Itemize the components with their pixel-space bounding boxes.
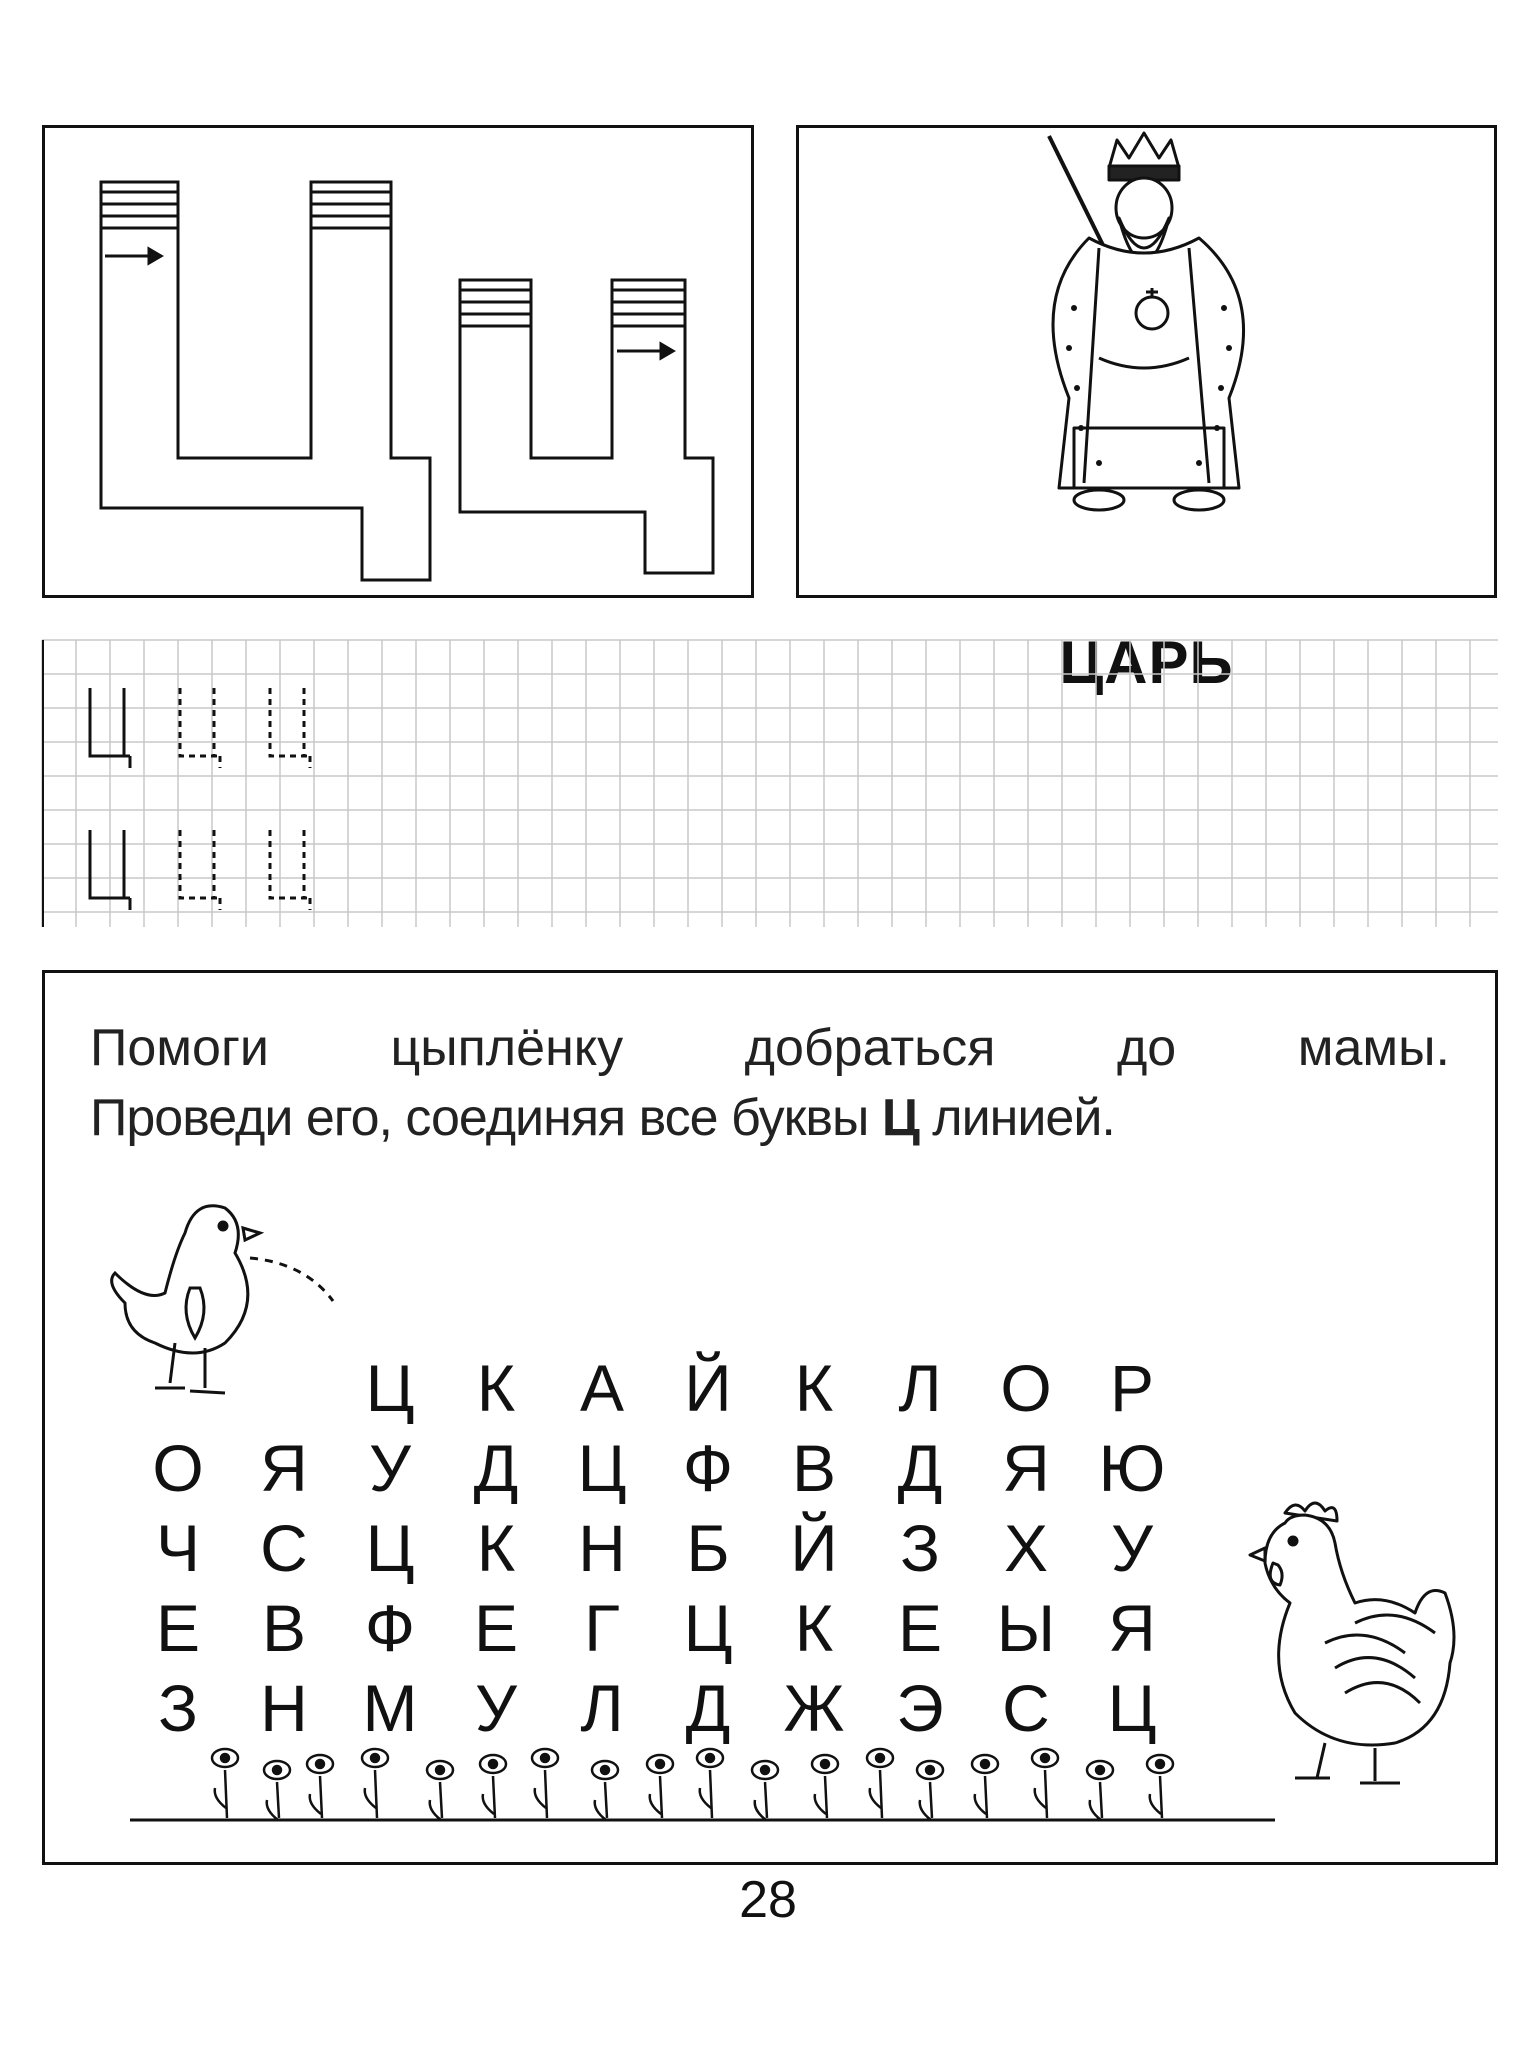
task-text: Проведи его, соединяя все буквы [90, 1089, 882, 1147]
flower-icon [307, 1755, 333, 1818]
caption-first-letter: Ц [1059, 629, 1105, 696]
letter-row [125, 1428, 1185, 1508]
letter-cell: Ц [365, 1351, 415, 1425]
letter-cell: С [260, 1511, 308, 1585]
writing-practice-grid [42, 640, 1498, 927]
letter-cell: К [476, 1351, 516, 1425]
letter-cell: Ч [156, 1511, 200, 1585]
letter-cell: А [579, 1351, 625, 1425]
letter-cell: Ю [1098, 1431, 1166, 1505]
letter-cell: Ц [1107, 1671, 1157, 1745]
task-word: цыплёнку [390, 1019, 624, 1077]
letter-row [125, 1508, 1185, 1588]
letter-cell: Х [1003, 1511, 1049, 1585]
letter-cell: Д [685, 1671, 731, 1745]
letter-cell: Э [896, 1671, 944, 1745]
letter-cell: У [475, 1671, 517, 1745]
page-number: 28 [739, 1871, 797, 1929]
letter-cell [231, 1348, 337, 1428]
letter-cell: Е [897, 1591, 943, 1665]
flower-icon [697, 1749, 723, 1818]
task-word: Помоги [90, 1019, 269, 1077]
letter-cell: У [369, 1431, 411, 1505]
task-word: мамы. [1297, 1019, 1450, 1077]
letter-row [125, 1348, 1185, 1428]
letter-cell: Ф [682, 1431, 734, 1505]
practice-letter [180, 830, 220, 910]
letter-cell: Р [1109, 1351, 1155, 1425]
tsar-illustration-icon [799, 128, 1500, 601]
letter-cell: В [791, 1431, 837, 1505]
letter-cell: К [794, 1591, 834, 1665]
letter-cell: Й [684, 1351, 732, 1425]
task-bold-letter: Ц [881, 1089, 919, 1147]
letter-cell: Н [578, 1511, 626, 1585]
flower-icon [1087, 1761, 1113, 1820]
task-word: добраться [744, 1019, 996, 1077]
flower-icon [264, 1761, 290, 1820]
practice-letter [270, 830, 310, 910]
flower-icon [867, 1749, 893, 1818]
letter-cell: Ф [364, 1591, 416, 1665]
letter-cell: Д [473, 1431, 519, 1505]
letter-cell: В [261, 1591, 307, 1665]
letter-cell: Ц [365, 1511, 415, 1585]
letter-cell: З [900, 1511, 940, 1585]
flower-icon [752, 1761, 778, 1820]
letter-cell: Ц [683, 1591, 733, 1665]
flower-icon [532, 1749, 558, 1818]
letter-cell: Й [790, 1511, 838, 1585]
flower-icon [917, 1761, 943, 1820]
flower-icon [647, 1755, 673, 1818]
practice-letter [270, 688, 310, 768]
letter-cell: С [1002, 1671, 1050, 1745]
letter-tracing-outline-icon [45, 128, 757, 601]
letter-cell: Д [897, 1431, 943, 1505]
letter-cell: Б [686, 1511, 730, 1585]
letter-cell: Ц [577, 1431, 627, 1505]
flower-icon [812, 1755, 838, 1818]
letter-cell: Е [473, 1591, 519, 1665]
flower-icon [362, 1749, 388, 1818]
task-text-end: линией. [918, 1089, 1115, 1147]
flower-icon [212, 1749, 238, 1818]
letter-cell: Я [1108, 1591, 1156, 1665]
flower-icon [427, 1761, 453, 1820]
letter-cell: Ы [996, 1591, 1056, 1665]
letter-cell: У [1111, 1511, 1153, 1585]
flower-row [45, 1728, 1501, 1848]
task-line-2 [90, 1088, 1115, 1148]
grid-lines [42, 640, 1498, 927]
letter-cell: З [158, 1671, 198, 1745]
letter-cell: М [362, 1671, 418, 1745]
letter-cell: Г [584, 1591, 620, 1665]
task-line-1 [90, 1018, 1450, 1078]
letter-cell: О [152, 1431, 204, 1505]
letter-cell: Е [155, 1591, 201, 1665]
task-panel [42, 970, 1498, 1865]
word-picture-panel [796, 125, 1497, 696]
flower-icon [972, 1755, 998, 1818]
letter-cell: К [476, 1511, 516, 1585]
letter-cell [125, 1348, 231, 1428]
flower-icon [592, 1761, 618, 1820]
letter-row [125, 1588, 1185, 1668]
letter-tracing-panel [42, 125, 754, 598]
letter-cell: Л [898, 1351, 942, 1425]
letter-cell: Л [580, 1671, 624, 1745]
practice-letter [180, 688, 220, 768]
letter-cell: Н [260, 1671, 308, 1745]
letter-cell: К [794, 1351, 834, 1425]
caption-rest: АРЬ [1104, 629, 1234, 696]
letter-cell: Я [1002, 1431, 1050, 1505]
flower-icon [1032, 1749, 1058, 1818]
letter-cell: О [1000, 1351, 1052, 1425]
flower-icon [1147, 1755, 1173, 1818]
flower-icon [480, 1755, 506, 1818]
letter-cell: Я [260, 1431, 308, 1505]
letter-cell: Ж [783, 1671, 845, 1745]
task-word: до [1116, 1019, 1177, 1077]
